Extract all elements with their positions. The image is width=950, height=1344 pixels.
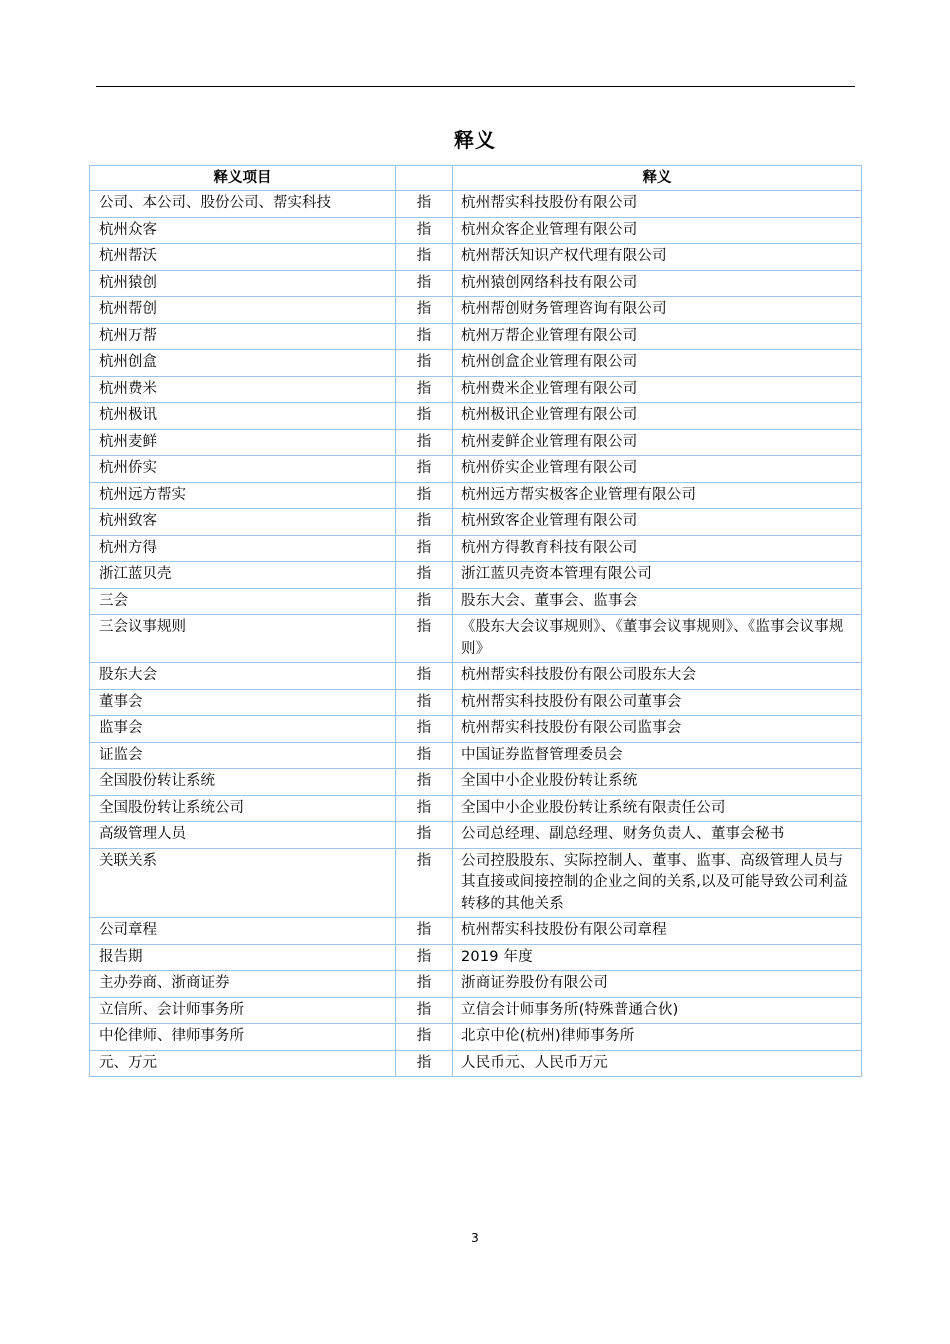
meaning-cell: 杭州费米企业管理有限公司	[453, 376, 862, 403]
table-row	[90, 350, 862, 377]
ref-cell: 指	[396, 663, 453, 690]
ref-cell: 指	[396, 191, 453, 218]
meaning-cell: 立信会计师事务所(特殊普通合伙)	[453, 997, 862, 1024]
meaning-cell: 人民币元、人民币万元	[453, 1050, 862, 1077]
meaning-cell: 杭州极讯企业管理有限公司	[453, 403, 862, 430]
ref-cell: 指	[396, 944, 453, 971]
term-cell: 公司、本公司、股份公司、帮实科技	[90, 191, 396, 218]
meaning-cell: 中国证券监督管理委员会	[453, 742, 862, 769]
meaning-cell: 杭州致客企业管理有限公司	[453, 509, 862, 536]
table-row	[90, 323, 862, 350]
term-cell: 监事会	[90, 716, 396, 743]
term-cell: 杭州麦鲜	[90, 429, 396, 456]
meaning-cell: 杭州万帮企业管理有限公司	[453, 323, 862, 350]
term-cell: 杭州帮沃	[90, 244, 396, 271]
table-row	[90, 997, 862, 1024]
term-cell: 杭州费米	[90, 376, 396, 403]
table-row	[90, 716, 862, 743]
term-cell: 报告期	[90, 944, 396, 971]
table-row	[90, 244, 862, 271]
table-row	[90, 509, 862, 536]
ref-cell: 指	[396, 535, 453, 562]
term-cell: 浙江蓝贝壳	[90, 562, 396, 589]
table-row	[90, 297, 862, 324]
ref-cell: 指	[396, 1050, 453, 1077]
term-cell: 董事会	[90, 689, 396, 716]
table-row	[90, 429, 862, 456]
table-row	[90, 1050, 862, 1077]
term-cell: 主办券商、浙商证券	[90, 971, 396, 998]
meaning-cell: 全国中小企业股份转让系统	[453, 769, 862, 796]
ref-cell: 指	[396, 716, 453, 743]
ref-cell: 指	[396, 997, 453, 1024]
ref-cell: 指	[396, 562, 453, 589]
ref-cell: 指	[396, 217, 453, 244]
ref-cell: 指	[396, 456, 453, 483]
table-row	[90, 822, 862, 849]
table-row	[90, 1024, 862, 1051]
term-cell: 杭州猿创	[90, 270, 396, 297]
ref-cell: 指	[396, 376, 453, 403]
ref-cell: 指	[396, 482, 453, 509]
meaning-cell: 《股东大会议事规则》、《董事会议事规则》、《监事会议事规则》	[453, 615, 862, 663]
term-cell: 杭州帮创	[90, 297, 396, 324]
table-row	[90, 562, 862, 589]
ref-cell: 指	[396, 244, 453, 271]
meaning-cell: 公司控股股东、实际控制人、董事、监事、高级管理人员与其直接或间接控制的企业之间的关系,以及可能导致公司利益转移的其他关系	[453, 848, 862, 918]
term-cell: 三会	[90, 588, 396, 615]
term-cell: 股东大会	[90, 663, 396, 690]
ref-cell: 指	[396, 822, 453, 849]
ref-cell: 指	[396, 795, 453, 822]
ref-cell: 指	[396, 689, 453, 716]
ref-cell: 指	[396, 971, 453, 998]
meaning-cell: 杭州麦鲜企业管理有限公司	[453, 429, 862, 456]
term-cell: 关联关系	[90, 848, 396, 918]
meaning-cell: 杭州猿创网络科技有限公司	[453, 270, 862, 297]
term-cell: 杭州万帮	[90, 323, 396, 350]
definitions-table	[89, 165, 862, 1077]
ref-cell: 指	[396, 1024, 453, 1051]
term-cell: 杭州创盒	[90, 350, 396, 377]
ref-cell: 指	[396, 403, 453, 430]
table-row	[90, 918, 862, 945]
term-cell: 中伦律师、律师事务所	[90, 1024, 396, 1051]
table-row	[90, 217, 862, 244]
ref-cell: 指	[396, 350, 453, 377]
meaning-cell: 杭州帮实科技股份有限公司董事会	[453, 689, 862, 716]
table-row	[90, 376, 862, 403]
table-row	[90, 848, 862, 918]
meaning-cell: 公司总经理、副总经理、财务负责人、董事会秘书	[453, 822, 862, 849]
ref-cell: 指	[396, 429, 453, 456]
table-row	[90, 742, 862, 769]
ref-cell: 指	[396, 918, 453, 945]
term-cell: 立信所、会计师事务所	[90, 997, 396, 1024]
table-row	[90, 482, 862, 509]
term-cell: 全国股份转让系统公司	[90, 795, 396, 822]
table-row	[90, 971, 862, 998]
meaning-cell: 股东大会、董事会、监事会	[453, 588, 862, 615]
meaning-cell: 杭州帮实科技股份有限公司章程	[453, 918, 862, 945]
term-cell: 杭州众客	[90, 217, 396, 244]
header-term: 释义项目	[90, 166, 396, 191]
header-ref	[396, 166, 453, 191]
term-cell: 高级管理人员	[90, 822, 396, 849]
table-body	[90, 191, 862, 1077]
meaning-cell: 杭州创盒企业管理有限公司	[453, 350, 862, 377]
table-header-row	[90, 166, 862, 191]
ref-cell: 指	[396, 769, 453, 796]
term-cell: 杭州侨实	[90, 456, 396, 483]
header-meaning: 释义	[453, 166, 862, 191]
term-cell: 杭州极讯	[90, 403, 396, 430]
meaning-cell: 杭州众客企业管理有限公司	[453, 217, 862, 244]
term-cell: 证监会	[90, 742, 396, 769]
term-cell: 杭州远方帮实	[90, 482, 396, 509]
ref-cell: 指	[396, 588, 453, 615]
term-cell: 杭州致客	[90, 509, 396, 536]
table-row	[90, 270, 862, 297]
header-rule	[96, 86, 855, 87]
ref-cell: 指	[396, 742, 453, 769]
meaning-cell: 浙商证券股份有限公司	[453, 971, 862, 998]
meaning-cell: 2019 年度	[453, 944, 862, 971]
term-cell: 公司章程	[90, 918, 396, 945]
table-row	[90, 535, 862, 562]
meaning-cell: 杭州帮沃知识产权代理有限公司	[453, 244, 862, 271]
table-row	[90, 588, 862, 615]
meaning-cell: 杭州帮实科技股份有限公司	[453, 191, 862, 218]
ref-cell: 指	[396, 323, 453, 350]
term-cell: 全国股份转让系统	[90, 769, 396, 796]
term-cell: 元、万元	[90, 1050, 396, 1077]
meaning-cell: 杭州方得教育科技有限公司	[453, 535, 862, 562]
ref-cell: 指	[396, 509, 453, 536]
table-row	[90, 944, 862, 971]
table-row	[90, 615, 862, 663]
meaning-cell: 杭州帮实科技股份有限公司股东大会	[453, 663, 862, 690]
table-row	[90, 191, 862, 218]
page-title: 释义	[454, 128, 496, 152]
meaning-cell: 杭州远方帮实极客企业管理有限公司	[453, 482, 862, 509]
ref-cell: 指	[396, 848, 453, 918]
page-number: 3	[471, 1231, 479, 1245]
table-row	[90, 689, 862, 716]
table-row	[90, 663, 862, 690]
ref-cell: 指	[396, 615, 453, 663]
meaning-cell: 杭州帮实科技股份有限公司监事会	[453, 716, 862, 743]
table-row	[90, 795, 862, 822]
ref-cell: 指	[396, 297, 453, 324]
term-cell: 杭州方得	[90, 535, 396, 562]
term-cell: 三会议事规则	[90, 615, 396, 663]
meaning-cell: 浙江蓝贝壳资本管理有限公司	[453, 562, 862, 589]
ref-cell: 指	[396, 270, 453, 297]
meaning-cell: 杭州帮创财务管理咨询有限公司	[453, 297, 862, 324]
table-row	[90, 403, 862, 430]
table-row	[90, 456, 862, 483]
table-row	[90, 769, 862, 796]
meaning-cell: 北京中伦(杭州)律师事务所	[453, 1024, 862, 1051]
meaning-cell: 全国中小企业股份转让系统有限责任公司	[453, 795, 862, 822]
meaning-cell: 杭州侨实企业管理有限公司	[453, 456, 862, 483]
